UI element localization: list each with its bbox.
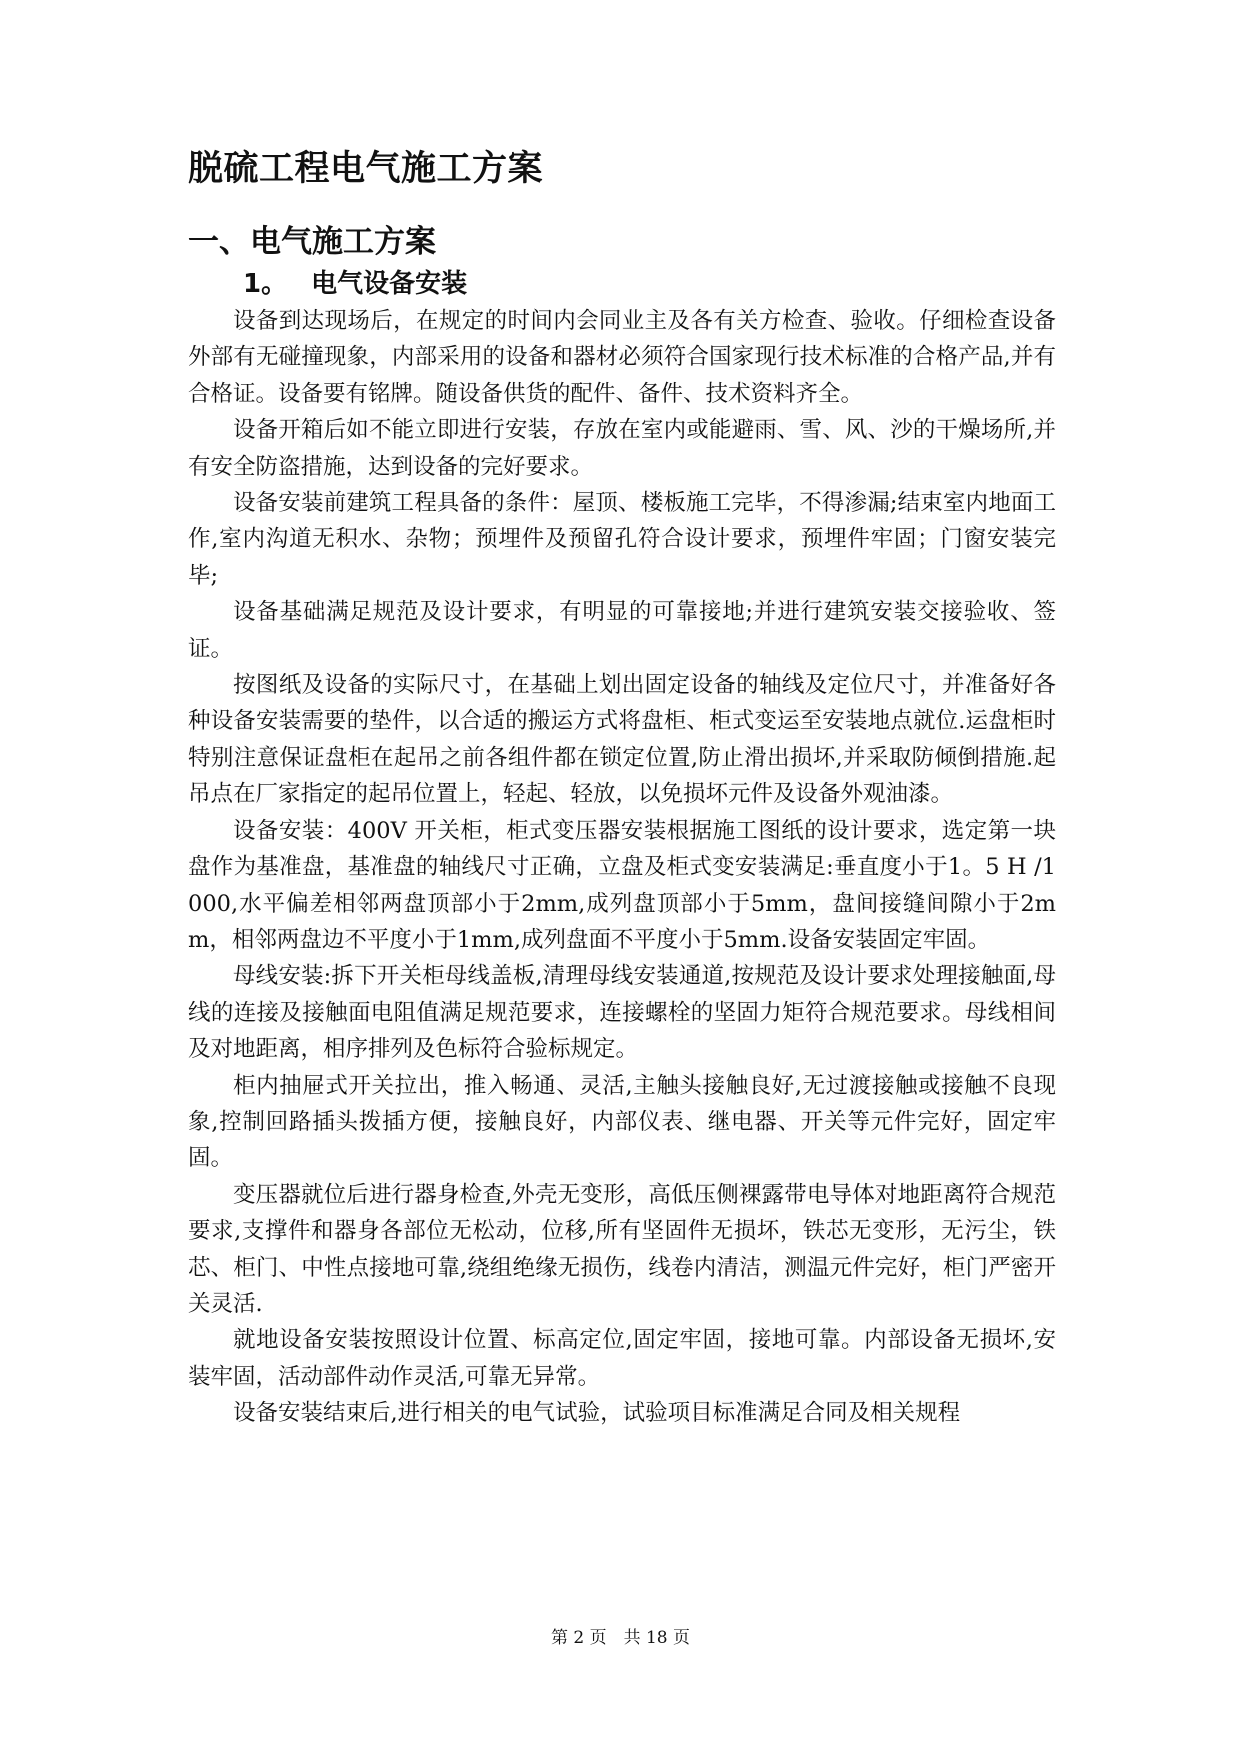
document-title: 脱硫工程电气施工方案 [188, 149, 544, 189]
document-body [188, 303, 1056, 1432]
paragraph: 设备安装：400V 开关柜，柜式变压器安装根据施工图纸的设计要求，选定第一块盘作为基准盘，基准盘的轴线尺寸正确，立盘及柜式变安装满足:垂直度小于1。5 H /1000,水平偏差相邻两盘顶部小于2mm,成列盘顶部小于5mm，盘间接缝间隙小于2mm，相邻两盘边不平度小于1mm,成列盘面不平度小于5mm.设备安装固定牢固。 [188, 817, 1056, 953]
paragraph: 柜内抽屉式开关拉出，推入畅通、灵活,主触头接触良好,无过渡接触或接触不良现象,控制回路插头拨插方便，接触良好，内部仪表、继电器、开关等元件完好，固定牢固。 [188, 1072, 1056, 1172]
paragraph: 设备开箱后如不能立即进行安装，存放在室内或能避雨、雪、风、沙的干燥场所,并有安全防盗措施，达到设备的完好要求。 [188, 417, 1056, 480]
subsection-number: 1。 [243, 269, 288, 299]
paragraph: 设备基础满足规范及设计要求，有明显的可靠接地;并进行建筑安装交接验收、签证。 [188, 599, 1056, 662]
section-heading: 一、电气施工方案 [188, 224, 436, 260]
paragraph: 就地设备安装按照设计位置、标高定位,固定牢固，接地可靠。内部设备无损坏,安装牢固，活动部件动作灵活,可靠无异常。 [188, 1327, 1056, 1390]
paragraph: 母线安装:拆下开关柜母线盖板,清理母线安装通道,按规范及设计要求处理接触面,母线的连接及接触面电阻值满足规范要求，连接螺栓的坚固力矩符合规范要求。母线相间及对地距离，相序排列及色标符合验标规定。 [188, 963, 1056, 1063]
paragraph: 设备安装结束后,进行相关的电气试验，试验项目标准满足合同及相关规程 [233, 1400, 961, 1427]
subsection-heading [243, 266, 467, 302]
paragraph: 设备到达现场后，在规定的时间内会同业主及各有关方检查、验收。仔细检查设备外部有无碰撞现象，内部采用的设备和器材必须符合国家现行技术标准的合格产品,并有合格证。设备要有铭牌。随设备供货的配件、备件、技术资料齐全。 [188, 308, 1056, 407]
paragraph: 设备安装前建筑工程具备的条件：屋顶、楼板施工完毕，不得渗漏;结束室内地面工作,室内沟道无积水、杂物；预埋件及预留孔符合设计要求，预埋件牢固；门窗安装完毕; [188, 490, 1056, 589]
paragraph: 按图纸及设备的实际尺寸，在基础上划出固定设备的轴线及定位尺寸，并准备好各种设备安装需要的垫件，以合适的搬运方式将盘柜、柜式变运至安装地点就位.运盘柜时特别注意保证盘柜在起吊之前各组件都在锁定位置,防止滑出损坏,并采取防倾倒措施.起吊点在厂家指定的起吊位置上，轻起、轻放，以免损坏元件及设备外观油漆。 [188, 672, 1056, 808]
page-footer: 第 2 页 共 18 页 [550, 1628, 691, 1648]
subsection-label: 电气设备安装 [311, 269, 468, 299]
paragraph: 变压器就位后进行器身检查,外壳无变形，高低压侧裸露带电导体对地距离符合规范要求,支撑件和器身各部位无松动，位移,所有坚固件无损坏，铁芯无变形，无污尘，铁芯、柜门、中性点接地可靠,绕组绝缘无损伤，线卷内清洁，测温元件完好，柜门严密开关灵活. [188, 1181, 1056, 1317]
